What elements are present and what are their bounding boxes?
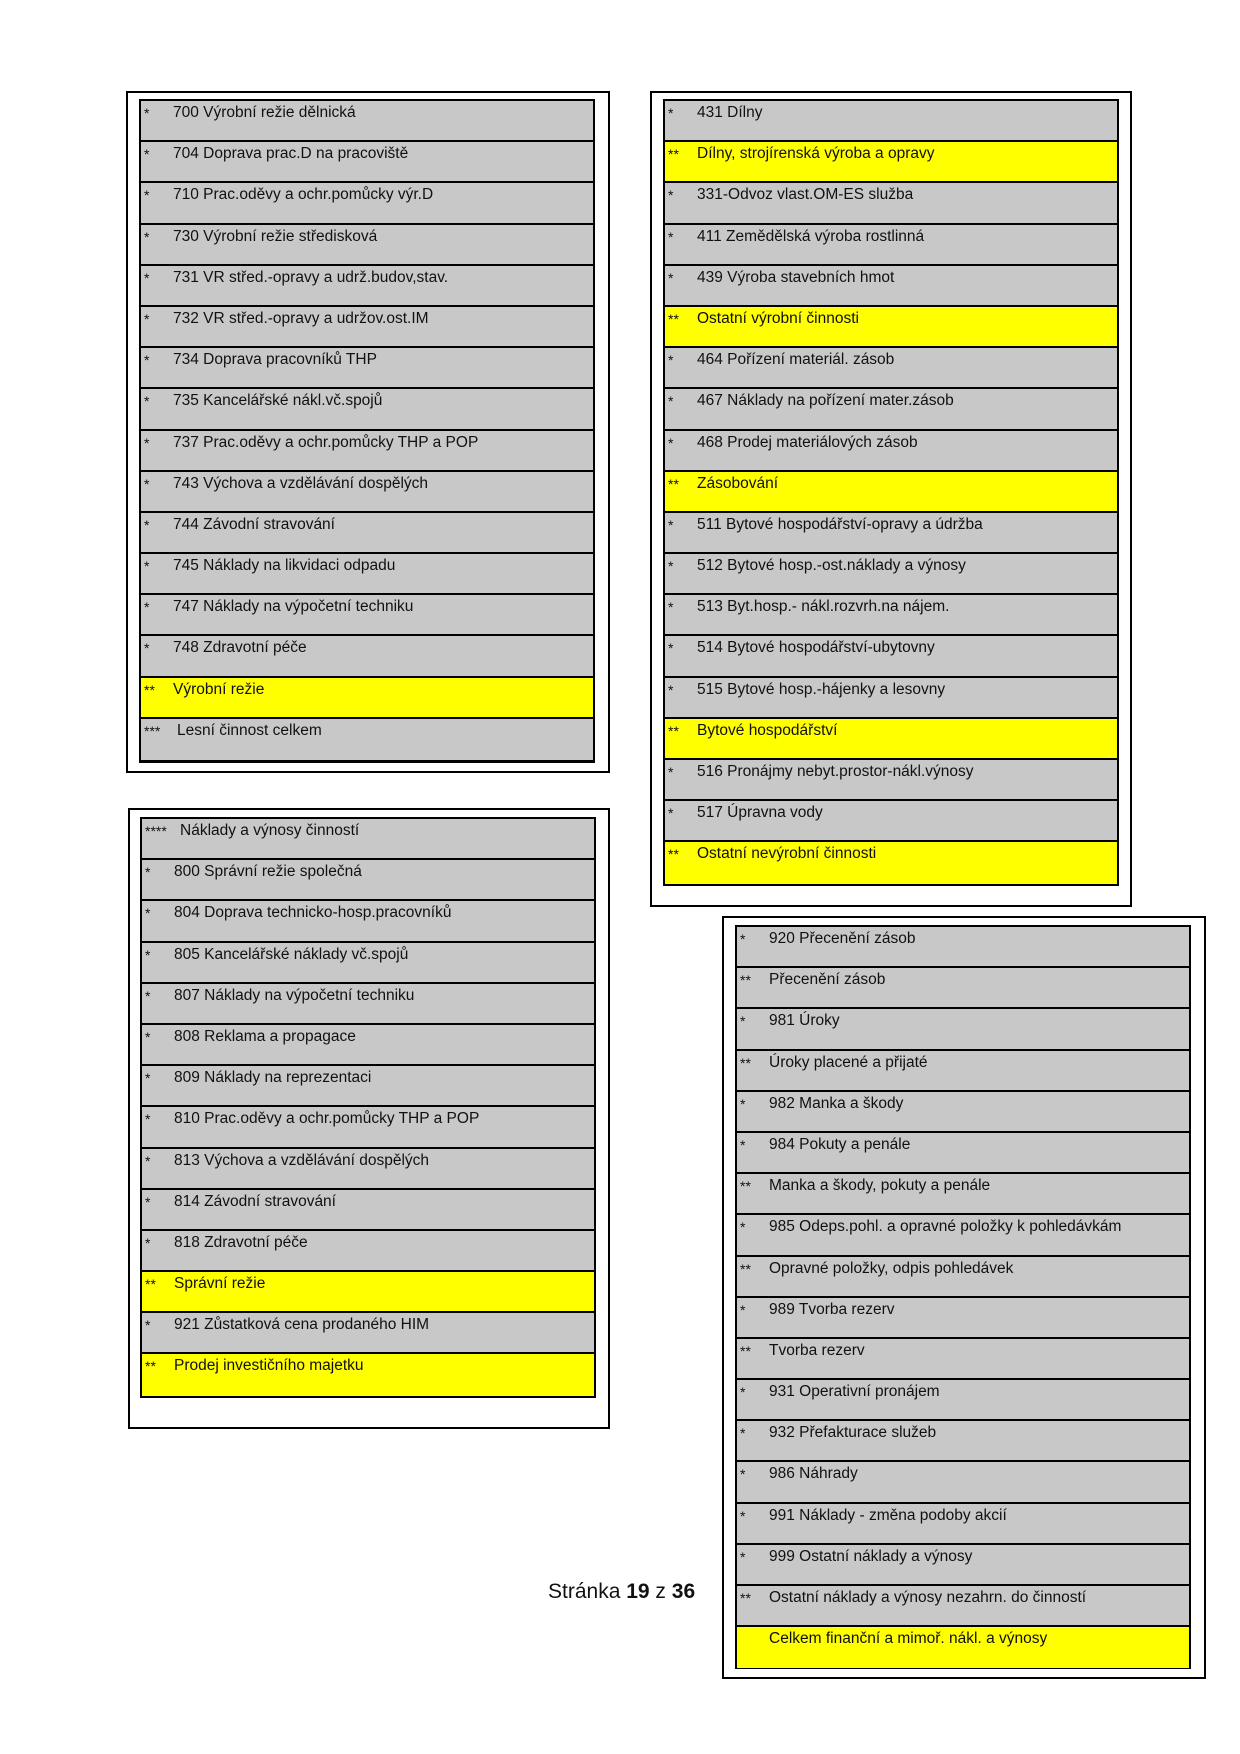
table-row — [142, 1066, 594, 1107]
row-label: 921 Zůstatková cena prodaného HIM — [174, 1316, 430, 1334]
level-marker: * — [144, 475, 150, 492]
level-marker: * — [740, 1301, 746, 1318]
subtotal-row — [665, 842, 1117, 883]
page-footer — [548, 1580, 695, 1604]
row-label: 981 Úroky — [769, 1012, 840, 1030]
footer-of: z — [655, 1580, 666, 1603]
level-marker: * — [144, 640, 150, 657]
table-row — [737, 1462, 1189, 1503]
row-label: 513 Byt.hosp.- nákl.rozvrh.na nájem. — [697, 598, 950, 616]
row-label: 814 Závodní stravování — [174, 1192, 336, 1210]
level-marker: * — [740, 1095, 746, 1112]
row-label: 516 Pronájmy nebyt.prostor-nákl.výnosy — [697, 763, 974, 780]
level-marker: ** — [740, 1054, 751, 1071]
table-row — [141, 389, 593, 430]
row-label: Dílny, strojírenská výroba a opravy — [697, 145, 935, 163]
level-marker: * — [144, 599, 150, 616]
row-label: 818 Zdravotní péče — [174, 1233, 308, 1251]
footer-page-total: 36 — [671, 1580, 696, 1603]
row-label: Správní režie — [174, 1275, 266, 1293]
table-row — [142, 860, 594, 901]
level-marker: ** — [145, 1276, 156, 1293]
level-marker: * — [740, 931, 746, 947]
row-label: Ostatní náklady a výnosy nezahrn. do činností — [769, 1589, 1087, 1606]
row-label: 743 Výchova a vzdělávání dospělých — [173, 474, 429, 492]
table-spravni-rezie — [140, 817, 596, 1398]
level-marker: * — [668, 764, 674, 780]
table-row — [142, 1231, 594, 1272]
level-marker: * — [145, 1317, 151, 1334]
row-label: 986 Náhrady — [769, 1465, 858, 1483]
table-row — [141, 719, 593, 760]
row-label: Celkem finanční a mimoř. nákl. a výnosy — [769, 1630, 1048, 1648]
table-row — [737, 1174, 1189, 1215]
level-marker: ** — [668, 146, 679, 163]
row-label: Náklady a výnosy činností — [180, 822, 360, 839]
subtotal-row — [737, 1627, 1189, 1668]
table-row — [142, 1190, 594, 1231]
table-row — [141, 554, 593, 595]
row-label: 735 Kancelářské nákl.vč.spojů — [173, 392, 383, 410]
row-label: Ostatní výrobní činnosti — [697, 309, 859, 327]
level-marker: * — [668, 434, 674, 451]
row-label: 517 Úpravna vody — [697, 804, 823, 822]
subtotal-row — [142, 1354, 594, 1395]
table-financni-naklady — [735, 925, 1191, 1669]
table-row — [141, 636, 593, 677]
level-marker: * — [668, 681, 674, 698]
table-row — [142, 1025, 594, 1066]
row-label: 710 Prac.oděvy a ochr.pomůcky výr.D — [173, 186, 434, 204]
level-marker: * — [145, 987, 151, 1004]
row-label: Výrobní režie — [173, 680, 265, 698]
row-label: 805 Kancelářské náklady vč.spojů — [174, 945, 409, 963]
table-row — [141, 225, 593, 266]
table-row — [665, 389, 1117, 430]
table-row — [665, 678, 1117, 719]
table-row — [737, 927, 1189, 968]
level-marker: ** — [668, 310, 679, 327]
table-row — [737, 1051, 1189, 1092]
table-row — [737, 1092, 1189, 1133]
table-row — [141, 472, 593, 513]
row-label: 931 Operativní pronájem — [769, 1383, 940, 1401]
level-marker: * — [668, 516, 674, 533]
table-row — [142, 1313, 594, 1354]
table-row — [142, 984, 594, 1025]
table-row — [665, 801, 1117, 842]
table-row — [141, 183, 593, 224]
row-label: Bytové hospodářství — [697, 721, 838, 739]
row-label: 467 Náklady na pořízení mater.zásob — [697, 392, 954, 410]
table-row — [665, 348, 1117, 389]
row-label: 411 Zemědělská výroba rostlinná — [697, 227, 925, 245]
row-label: 982 Manka a škody — [769, 1094, 904, 1112]
level-marker: * — [668, 558, 674, 575]
row-label: Úroky placené a přijaté — [769, 1053, 928, 1071]
table-row — [142, 901, 594, 942]
row-label: 744 Závodní stravování — [173, 515, 335, 533]
row-label: Ostatní nevýrobní činnosti — [697, 845, 877, 863]
row-label: 932 Přefakturace služeb — [769, 1424, 937, 1442]
table-row — [665, 101, 1117, 142]
row-label: Zásobování — [697, 474, 778, 492]
level-marker: * — [145, 864, 151, 881]
row-label: 431 Dílny — [697, 104, 763, 121]
level-marker: ** — [740, 1590, 751, 1606]
row-label: 512 Bytové hosp.-ost.náklady a výnosy — [697, 557, 966, 575]
level-marker: * — [145, 1070, 151, 1087]
level-marker: ** — [145, 1358, 156, 1375]
row-label: 730 Výrobní režie středisková — [173, 227, 378, 245]
row-label: 808 Reklama a propagace — [174, 1027, 356, 1045]
row-label: 731 VR střed.-opravy a udrž.budov,stav. — [173, 268, 449, 286]
table-row — [665, 554, 1117, 595]
row-label: 985 Odeps.pohl. a opravné položky k pohledávkám — [769, 1218, 1122, 1236]
row-label: 468 Prodej materiálových zásob — [697, 433, 918, 451]
row-label: 748 Zdravotní péče — [173, 639, 307, 657]
table-row — [141, 348, 593, 389]
level-marker: * — [740, 1466, 746, 1483]
row-label: Prodej investičního majetku — [174, 1357, 364, 1375]
level-marker: * — [144, 393, 150, 410]
table-row — [665, 595, 1117, 636]
row-label: 515 Bytové hosp.-hájenky a lesovny — [697, 680, 946, 698]
level-marker: * — [145, 1111, 151, 1128]
table-row — [737, 1257, 1189, 1298]
table-row — [737, 1586, 1189, 1627]
table-row — [141, 595, 593, 636]
level-marker: * — [740, 1384, 746, 1401]
row-label: 700 Výrobní režie dělnická — [173, 104, 356, 121]
row-label: 804 Doprava technicko-hosp.pracovníků — [174, 904, 452, 922]
level-marker: * — [668, 599, 674, 616]
row-label: 920 Přecenění zásob — [769, 930, 916, 947]
table-row — [141, 142, 593, 183]
row-label: Přecenění zásob — [769, 971, 886, 989]
level-marker: * — [145, 905, 151, 922]
level-marker: ** — [740, 1178, 751, 1195]
table-row — [737, 1133, 1189, 1174]
row-label: 464 Pořízení materiál. zásob — [697, 351, 895, 369]
level-marker: * — [668, 105, 674, 121]
level-marker: * — [668, 228, 674, 245]
row-label: 704 Doprava prac.D na pracoviště — [173, 145, 409, 163]
level-marker: * — [145, 1028, 151, 1045]
level-marker: * — [144, 228, 150, 245]
level-marker: ** — [144, 681, 155, 698]
row-label: 800 Správní režie společná — [174, 863, 362, 881]
row-label: 732 VR střed.-opravy a udržov.ost.IM — [173, 309, 429, 327]
level-marker: * — [740, 1013, 746, 1030]
table-row — [737, 1380, 1189, 1421]
table-row — [141, 307, 593, 348]
level-marker: * — [668, 187, 674, 204]
level-marker: * — [668, 269, 674, 286]
table-row — [665, 183, 1117, 224]
table-row — [665, 760, 1117, 801]
row-label: Lesní činnost celkem — [177, 721, 322, 739]
table-row — [141, 101, 593, 142]
row-label: 747 Náklady na výpočetní techniku — [173, 598, 414, 616]
level-marker: * — [740, 1548, 746, 1565]
row-label: 991 Náklady - změna podoby akcií — [769, 1506, 1007, 1524]
row-label: Opravné položky, odpis pohledávek — [769, 1259, 1014, 1277]
row-label: Manka a škody, pokuty a penále — [769, 1177, 991, 1195]
row-label: 737 Prac.oděvy a ochr.pomůcky THP a POP — [173, 433, 479, 451]
table-row — [142, 1149, 594, 1190]
subtotal-row — [141, 678, 593, 719]
row-label: 809 Náklady na reprezentaci — [174, 1069, 372, 1087]
level-marker: * — [144, 269, 150, 286]
table-row — [737, 1339, 1189, 1380]
row-label: 439 Výroba stavebních hmot — [697, 268, 895, 286]
row-label: 807 Náklady na výpočetní techniku — [174, 986, 415, 1004]
row-label: 999 Ostatní náklady a výnosy — [769, 1547, 973, 1565]
table-ostatni-cinnosti — [663, 99, 1119, 886]
row-label: 331-Odvoz vlast.OM-ES služba — [697, 186, 914, 204]
table-row — [665, 431, 1117, 472]
level-marker: * — [144, 105, 150, 121]
level-marker: * — [144, 352, 150, 369]
table-row — [665, 266, 1117, 307]
level-marker: * — [144, 187, 150, 204]
row-label: 734 Doprava pracovníků THP — [173, 351, 377, 369]
row-label: Tvorba rezerv — [769, 1341, 865, 1359]
footer-page-number: 19 — [626, 1580, 650, 1603]
table-row — [142, 1107, 594, 1148]
level-marker: * — [740, 1425, 746, 1442]
row-label: 511 Bytové hospodářství-opravy a údržba — [697, 515, 983, 533]
level-marker: * — [144, 516, 150, 533]
level-marker: * — [668, 640, 674, 657]
table-row — [141, 513, 593, 554]
table-row — [665, 513, 1117, 554]
level-marker: * — [740, 1136, 746, 1153]
level-marker: ** — [740, 972, 751, 989]
table-row — [737, 1545, 1189, 1586]
row-label: 984 Pokuty a penále — [769, 1135, 911, 1153]
table-row — [142, 819, 594, 860]
table-row — [141, 431, 593, 472]
level-marker: * — [668, 393, 674, 410]
level-marker: * — [145, 1193, 151, 1210]
level-marker: * — [145, 1152, 151, 1169]
table-row — [141, 266, 593, 307]
table-row — [665, 636, 1117, 677]
level-marker: * — [144, 434, 150, 451]
table-row — [737, 968, 1189, 1009]
row-label: 810 Prac.oděvy a ochr.pomůcky THP a POP — [174, 1110, 480, 1128]
subtotal-row — [665, 307, 1117, 348]
row-label: 745 Náklady na likvidaci odpadu — [173, 557, 396, 575]
level-marker: ** — [740, 1260, 751, 1277]
level-marker: * — [668, 352, 674, 369]
level-marker: ** — [668, 722, 679, 739]
row-label: 514 Bytové hospodářství-ubytovny — [697, 639, 935, 657]
level-marker: * — [144, 558, 150, 575]
table-vyrobni-rezie — [139, 99, 595, 763]
level-marker: ** — [668, 475, 679, 492]
footer-prefix: Stránka — [548, 1580, 621, 1603]
level-marker: * — [144, 146, 150, 163]
subtotal-row — [665, 142, 1117, 183]
level-marker: * — [740, 1219, 746, 1236]
table-row — [737, 1421, 1189, 1462]
row-label: 813 Výchova a vzdělávání dospělých — [174, 1151, 430, 1169]
level-marker: * — [144, 310, 150, 327]
table-row — [737, 1009, 1189, 1050]
level-marker: * — [740, 1507, 746, 1524]
table-row — [142, 943, 594, 984]
table-row — [737, 1298, 1189, 1339]
level-marker: * — [145, 946, 151, 963]
subtotal-row — [665, 719, 1117, 760]
level-marker: * — [668, 805, 674, 822]
level-marker: ** — [740, 1342, 751, 1359]
subtotal-row — [665, 472, 1117, 513]
level-marker: ** — [668, 846, 679, 863]
table-row — [665, 225, 1117, 266]
row-label: 989 Tvorba rezerv — [769, 1300, 895, 1318]
level-marker: * — [145, 1234, 151, 1251]
level-marker: *** — [144, 722, 161, 739]
subtotal-row — [142, 1272, 594, 1313]
table-row — [737, 1215, 1189, 1256]
level-marker: **** — [145, 823, 167, 839]
table-row — [737, 1504, 1189, 1545]
